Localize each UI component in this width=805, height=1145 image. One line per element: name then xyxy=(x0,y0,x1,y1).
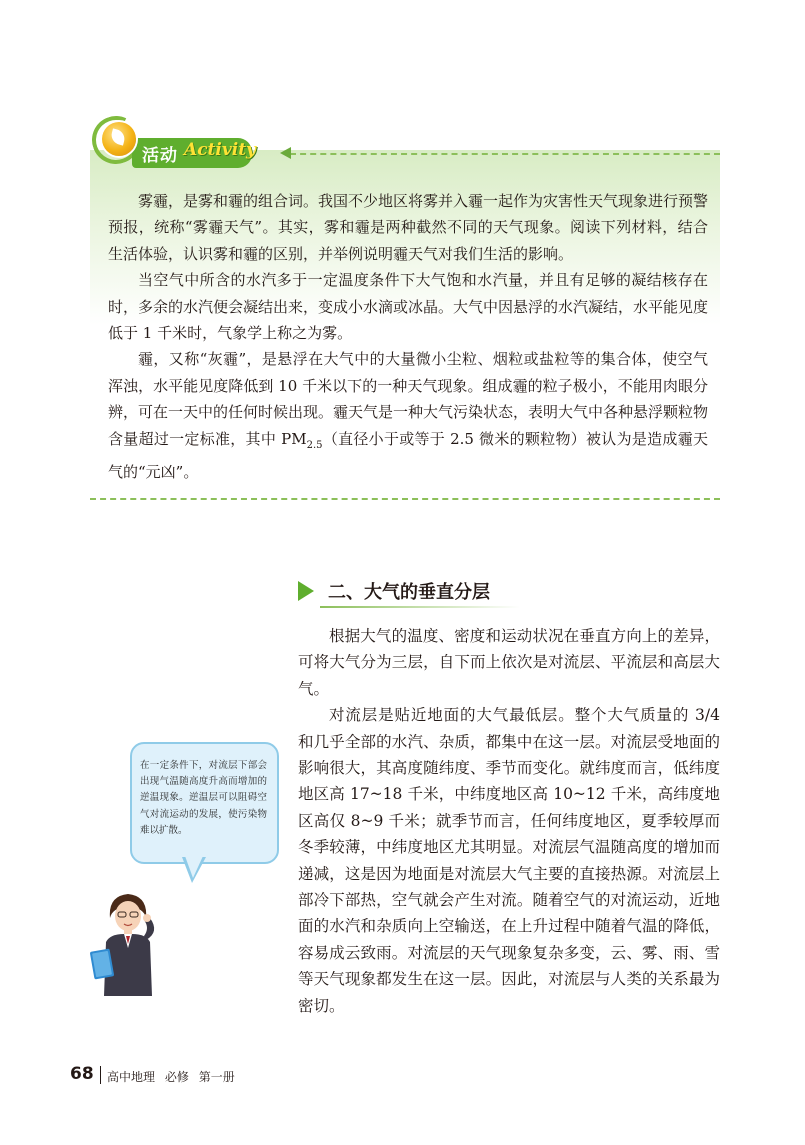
activity-box xyxy=(90,110,720,502)
activity-label: 活动 xyxy=(142,146,178,166)
book-title xyxy=(107,1068,241,1085)
section-heading xyxy=(298,577,718,605)
page-number: 68 xyxy=(70,1064,94,1084)
activity-arrow-icon xyxy=(280,147,291,159)
section-underline xyxy=(320,606,520,608)
section-body xyxy=(298,623,720,1019)
activity-paragraph: 雾霾，是雾和霾的组合词。我国不少地区将雾并入霾一起作为灾害性天气现象进行预警预报，统称“雾霾天气”。其实，雾和霾是两种截然不同的天气现象。阅读下列材料，结合生活体验，认识雾和霾的区别，并举例说明霾天气对我们生活的影响。 xyxy=(108,192,709,263)
body-paragraph: 根据大气的温度、密度和运动状况在垂直方向上的差异，可将大气分为三层，自下而上依次是对流层、平流层和高层大气。 xyxy=(298,627,720,698)
bubble-tail-inner xyxy=(185,856,203,878)
side-note-text: 在一定条件下，对流层下部会出现气温随高度升高而增加的逆温现象。逆温层可以阻碍空气对流运动的发展，使污染物难以扩散。 xyxy=(140,760,267,836)
activity-paragraph xyxy=(108,346,708,485)
activity-paragraph-text: 霾，又称“灰霾”，是悬浮在大气中的大量微小尘粒、烟粒或盐粒等的集合体，使空气浑浊，水平能见度降低到 10 千米以下的一种天气现象。组成霾的粒子极小，不能用肉眼分辨，可在一天中的任何时候出现。霾天气是一种大气污染状态，表明大气中各种悬浮颗粒物含量超过一定标准，其中 PM xyxy=(108,350,709,448)
section-title: 二、大气的垂直分层 xyxy=(328,582,490,603)
activity-paragraph-text: （直径小于或等于 2.5 微米的颗粒物）被认为是造成霾天气的“元凶”。 xyxy=(108,429,708,482)
teacher-illustration xyxy=(88,888,168,998)
activity-divider-top xyxy=(290,153,720,155)
activity-label-en: Activity xyxy=(184,140,256,160)
body-paragraph: 对流层是贴近地面的大气最低层。整个大气质量的 3/4 和几乎全部的水汽、杂质，都集中在这一层。对流层受地面的影响很大，其高度随纬度、季节而变化。就纬度而言，低纬度地区高 17~18 千米，中纬度地区高 10~12 千米，高纬度地区高仅 8~9 千米；就季节而言，任何纬度地区，夏季较厚而冬季较薄，中纬度地区尤其明显。对流层气温随高度的增加而递减，这是因为地面是对流层大气主要的直接热源。对流层上部冷下部热，空气就会产生对流。随着空气的对流运动，近地面的水汽和杂质向上空输送，在上升过程中随着气温的降低，容易成云致雨。对流层的天气现象复杂多变，云、雾、雨、雪等天气现象都发生在这一层。因此，对流层与人类的关系最为密切。 xyxy=(298,706,720,1015)
activity-divider-bottom xyxy=(90,498,720,500)
activity-leaf-icon xyxy=(102,122,136,156)
section-arrow-icon xyxy=(298,581,314,601)
book-volume: 第一册 xyxy=(198,1070,235,1084)
book-edition: 必修 xyxy=(164,1070,189,1084)
activity-paragraph: 当空气中所含的水汽多于一定温度条件下大气饱和水汽量，并且有足够的凝结核存在时，多余的水汽便会凝结出来，变成小水滴或冰晶。大气中因悬浮的水汽凝结，水平能见度低于 1 千米时，气象学上称之为雾。 xyxy=(108,271,709,343)
pm-subscript: 2.5 xyxy=(306,439,323,451)
footer-divider xyxy=(100,1066,101,1084)
book-subject: 高中地理 xyxy=(107,1070,156,1084)
activity-text xyxy=(108,188,708,485)
